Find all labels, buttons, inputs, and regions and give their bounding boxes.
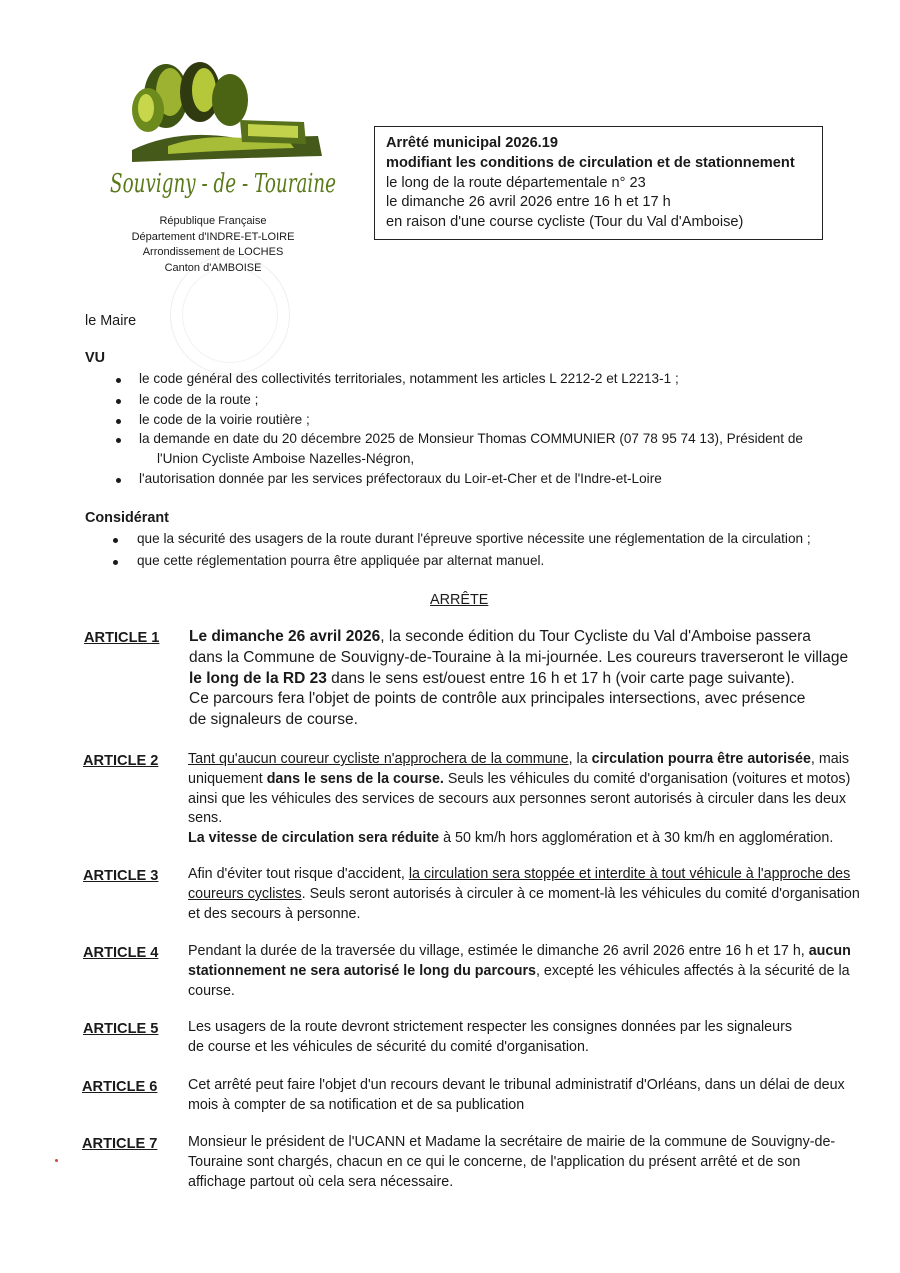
a2-authorized: circulation pourra être autorisée [591, 751, 811, 767]
article-1-body [189, 627, 848, 731]
decree-number: Arrêté municipal 2026.19 [386, 135, 558, 151]
a4-parking: stationnement ne sera autorisé le long du parcours [188, 962, 536, 979]
a2-text: ainsi que les véhicules des services de secours aux personnes seront autorisés à circuler dans les deux [188, 790, 847, 807]
admin-line-canton: Canton d'AMBOISE [164, 261, 262, 274]
a4-text: course. [188, 982, 235, 999]
article-6-label: ARTICLE 6 [82, 1079, 158, 1095]
a2-text: Seuls les véhicules du comité d'organisation (voitures et motos) [443, 770, 851, 787]
a3-text: et des secours à personne. [188, 905, 361, 922]
a2-speed: La vitesse de circulation sera réduite [188, 830, 440, 847]
a2-text: , mais [810, 751, 850, 767]
a6-text: mois à compter de sa notification et de sa publication [188, 1096, 525, 1113]
faint-stamp-inner [182, 267, 278, 363]
a5-text: Les usagers de la route devront strictement respecter les consignes données par les signaleurs [188, 1019, 792, 1035]
vu-item: l'autorisation donnée par les services préfectoraux du Loir-et-Cher et de l'Indre-et-Loire [139, 471, 662, 486]
article-6-body [188, 1076, 845, 1116]
considerant-item: que la sécurité des usagers de la route durant l'épreuve sportive nécessite une réglementation de la circulation ; [137, 531, 811, 546]
decree-reason: en raison d'une course cycliste (Tour du Val d'Amboise) [386, 214, 744, 231]
vu-item: la demande en date du 20 décembre 2025 de Monsieur Thomas COMMUNIER (07 78 95 74 13), Président de [139, 431, 803, 446]
bullet [116, 399, 121, 404]
a2-text: uniquement [188, 770, 267, 787]
a1-text: , la seconde édition du Tour Cycliste du Val d'Amboise passera [380, 628, 811, 645]
vu-heading: VU [85, 350, 105, 366]
a5-text: de course et les véhicules de sécurité du comité d'organisation. [188, 1038, 589, 1055]
a7-text: Monsieur le président de l'UCANN et Madame la secrétaire de mairie de la commune de Souvigny-de- [188, 1134, 836, 1150]
decree-road: le long de la route départementale n° 23 [386, 174, 646, 191]
admin-line-departement: Département d'INDRE-ET-LOIRE [131, 230, 295, 243]
bullet [116, 378, 121, 383]
a2-text: à 50 km/h hors agglomération et à 30 km/h en agglomération. [439, 830, 834, 847]
decree-date: le dimanche 26 avril 2026 entre 16 h et 17 h [386, 194, 671, 211]
article-1-label: ARTICLE 1 [84, 630, 160, 646]
vu-item: le code de la route ; [139, 392, 259, 407]
article-2-body [188, 750, 850, 849]
scan-speck [55, 1159, 58, 1162]
a4-text: , excepté les véhicules affectés à la sécurité de la [535, 962, 850, 979]
a2-text: , la [568, 751, 592, 767]
municipality-logo-text: Souvigny - de - Touraine [110, 169, 336, 199]
decree-title-box [374, 126, 823, 240]
municipality-logo [108, 58, 340, 208]
bullet [116, 419, 121, 424]
bullet [116, 438, 121, 443]
admin-line-arrondissement: Arrondissement de LOCHES [142, 246, 284, 258]
considerant-heading: Considérant [85, 510, 169, 526]
admin-line-republique: République Française [159, 215, 267, 227]
bullet [116, 478, 121, 483]
a4-text: Pendant la durée de la traversée du village, estimée le dimanche 26 avril 2026 entre 16 h et 17 h, [188, 943, 809, 959]
article-7-label: ARTICLE 7 [82, 1136, 158, 1152]
le-maire: le Maire [85, 313, 137, 329]
a7-text: affichage partout où cela sera nécessaire. [188, 1173, 454, 1190]
bullet [113, 560, 118, 565]
a1-text: Ce parcours fera l'objet de points de contrôle aux principales intersections, avec présence [189, 690, 806, 708]
a2-text: sens. [188, 810, 223, 827]
a1-text: de signaleurs de course. [189, 711, 358, 729]
vu-item-continued: l'Union Cycliste Amboise Nazelles-Négron, [157, 451, 415, 466]
considerant-item: que cette réglementation pourra être appliquée par alternat manuel. [137, 553, 545, 568]
arrete-heading: ARRÊTE [430, 592, 489, 608]
a3-text: . Seuls seront autorisés à circuler à ce moment-là les véhicules du comité d'organisation [301, 885, 860, 902]
a2-condition: Tant qu'aucun coureur cycliste n'approchera de la commune [188, 751, 569, 767]
a3-stop: la circulation sera stoppée et interdite à tout véhicule à l'approche des [408, 866, 851, 882]
a1-text: dans la Commune de Souvigny-de-Touraine à la mi-journée. Les coureurs traverseront le village [189, 648, 849, 666]
a1-text: dans le sens est/ouest entre 16 h et 17 h (voir carte page suivante). [326, 669, 795, 687]
a4-parking: aucun [808, 943, 851, 959]
bullet [113, 538, 118, 543]
a3-text: Afin d'éviter tout risque d'accident, [188, 866, 409, 882]
a3-stop: coureurs cyclistes [188, 885, 302, 902]
a1-route: le long de la RD 23 [189, 669, 327, 687]
article-5-label: ARTICLE 5 [83, 1021, 159, 1037]
vu-item: le code de la voirie routière ; [139, 412, 310, 427]
decree-subject: modifiant les conditions de circulation et de stationnement [386, 154, 795, 171]
a6-text: Cet arrêté peut faire l'objet d'un recours devant le tribunal administratif d'Orléans, dans un délai de deux [188, 1077, 845, 1093]
a1-date: Le dimanche 26 avril 2026 [189, 628, 381, 645]
article-2-label: ARTICLE 2 [83, 753, 159, 769]
article-7-body [188, 1133, 835, 1192]
article-4-label: ARTICLE 4 [83, 945, 159, 961]
article-3-label: ARTICLE 3 [83, 868, 159, 884]
article-4-body [188, 942, 851, 1001]
vu-item: le code général des collectivités territoriales, notamment les articles L 2212-2 et L2213-1 ; [139, 371, 679, 386]
a2-direction: dans le sens de la course. [266, 770, 444, 787]
article-5-body [188, 1018, 792, 1058]
article-3-body [188, 865, 860, 924]
a7-text: Touraine sont chargés, chacun en ce qui le concerne, de l'application du présent arrêté et de son [188, 1153, 801, 1170]
